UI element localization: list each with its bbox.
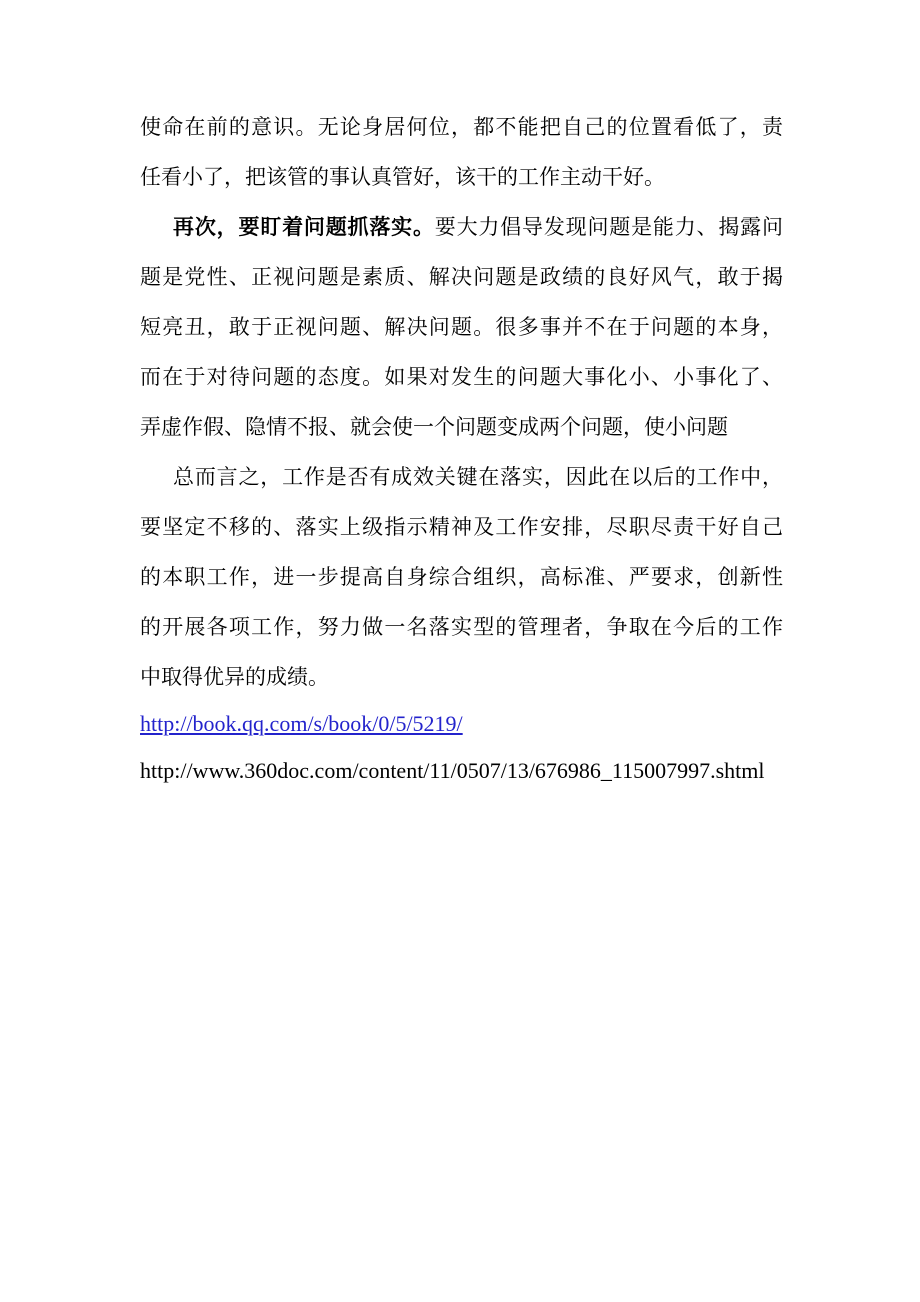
text-line <box>140 652 783 702</box>
text-segment: 使命在前的意识。无论身居何位，都不能把自己的位置看低了，责 <box>140 115 783 139</box>
text-line <box>140 352 783 402</box>
text-segment: 的开展各项工作，努力做一名落实型的管理者，争取在今后的工作 <box>140 615 783 639</box>
text-segment: 题是党性、正视问题是素质、解决问题是政绩的良好风气，敢于揭 <box>140 265 783 289</box>
link-line <box>140 700 840 747</box>
text-line <box>140 452 783 502</box>
text-segment: 的本职工作，进一步提高自身综合组织，高标准、严要求，创新性 <box>140 565 783 589</box>
urls-block <box>140 700 840 794</box>
text-line <box>140 302 783 352</box>
text-segment: 中取得优异的成绩。 <box>140 665 329 689</box>
text-block <box>140 102 783 702</box>
text-line <box>140 402 783 452</box>
plain-url-line <box>140 747 840 794</box>
text-line <box>140 102 783 152</box>
text-line <box>140 152 783 202</box>
360doc-url-text: http://www.360doc.com/content/11/0507/13/676986_115007997.shtml <box>140 758 765 783</box>
book-qq-link[interactable]: http://book.qq.com/s/book/0/5/5219/ <box>140 711 463 736</box>
text-segment: 弄虚作假、隐情不报、就会使一个问题变成两个问题，使小问题 <box>140 415 728 439</box>
text-line <box>140 552 783 602</box>
bold-text-segment: 再次，要盯着问题抓落实。 <box>173 215 435 239</box>
paragraph <box>140 102 783 202</box>
paragraph <box>140 452 783 702</box>
text-segment: 而在于对待问题的态度。如果对发生的问题大事化小、小事化了、 <box>140 365 783 389</box>
text-segment: 总而言之，工作是否有成效关键在落实，因此在以后的工作中， <box>173 465 783 489</box>
paragraph <box>140 202 783 452</box>
text-segment: 要大力倡导发现问题是能力、揭露问 <box>434 215 783 239</box>
text-line <box>140 602 783 652</box>
text-segment: 短亮丑，敢于正视问题、解决问题。很多事并不在于问题的本身， <box>140 315 783 339</box>
text-line <box>140 202 783 252</box>
text-segment: 要坚定不移的、落实上级指示精神及工作安排，尽职尽责干好自己 <box>140 515 783 539</box>
text-line <box>140 502 783 552</box>
text-segment: 任看小了，把该管的事认真管好，该干的工作主动干好。 <box>140 165 665 189</box>
text-line <box>140 252 783 302</box>
